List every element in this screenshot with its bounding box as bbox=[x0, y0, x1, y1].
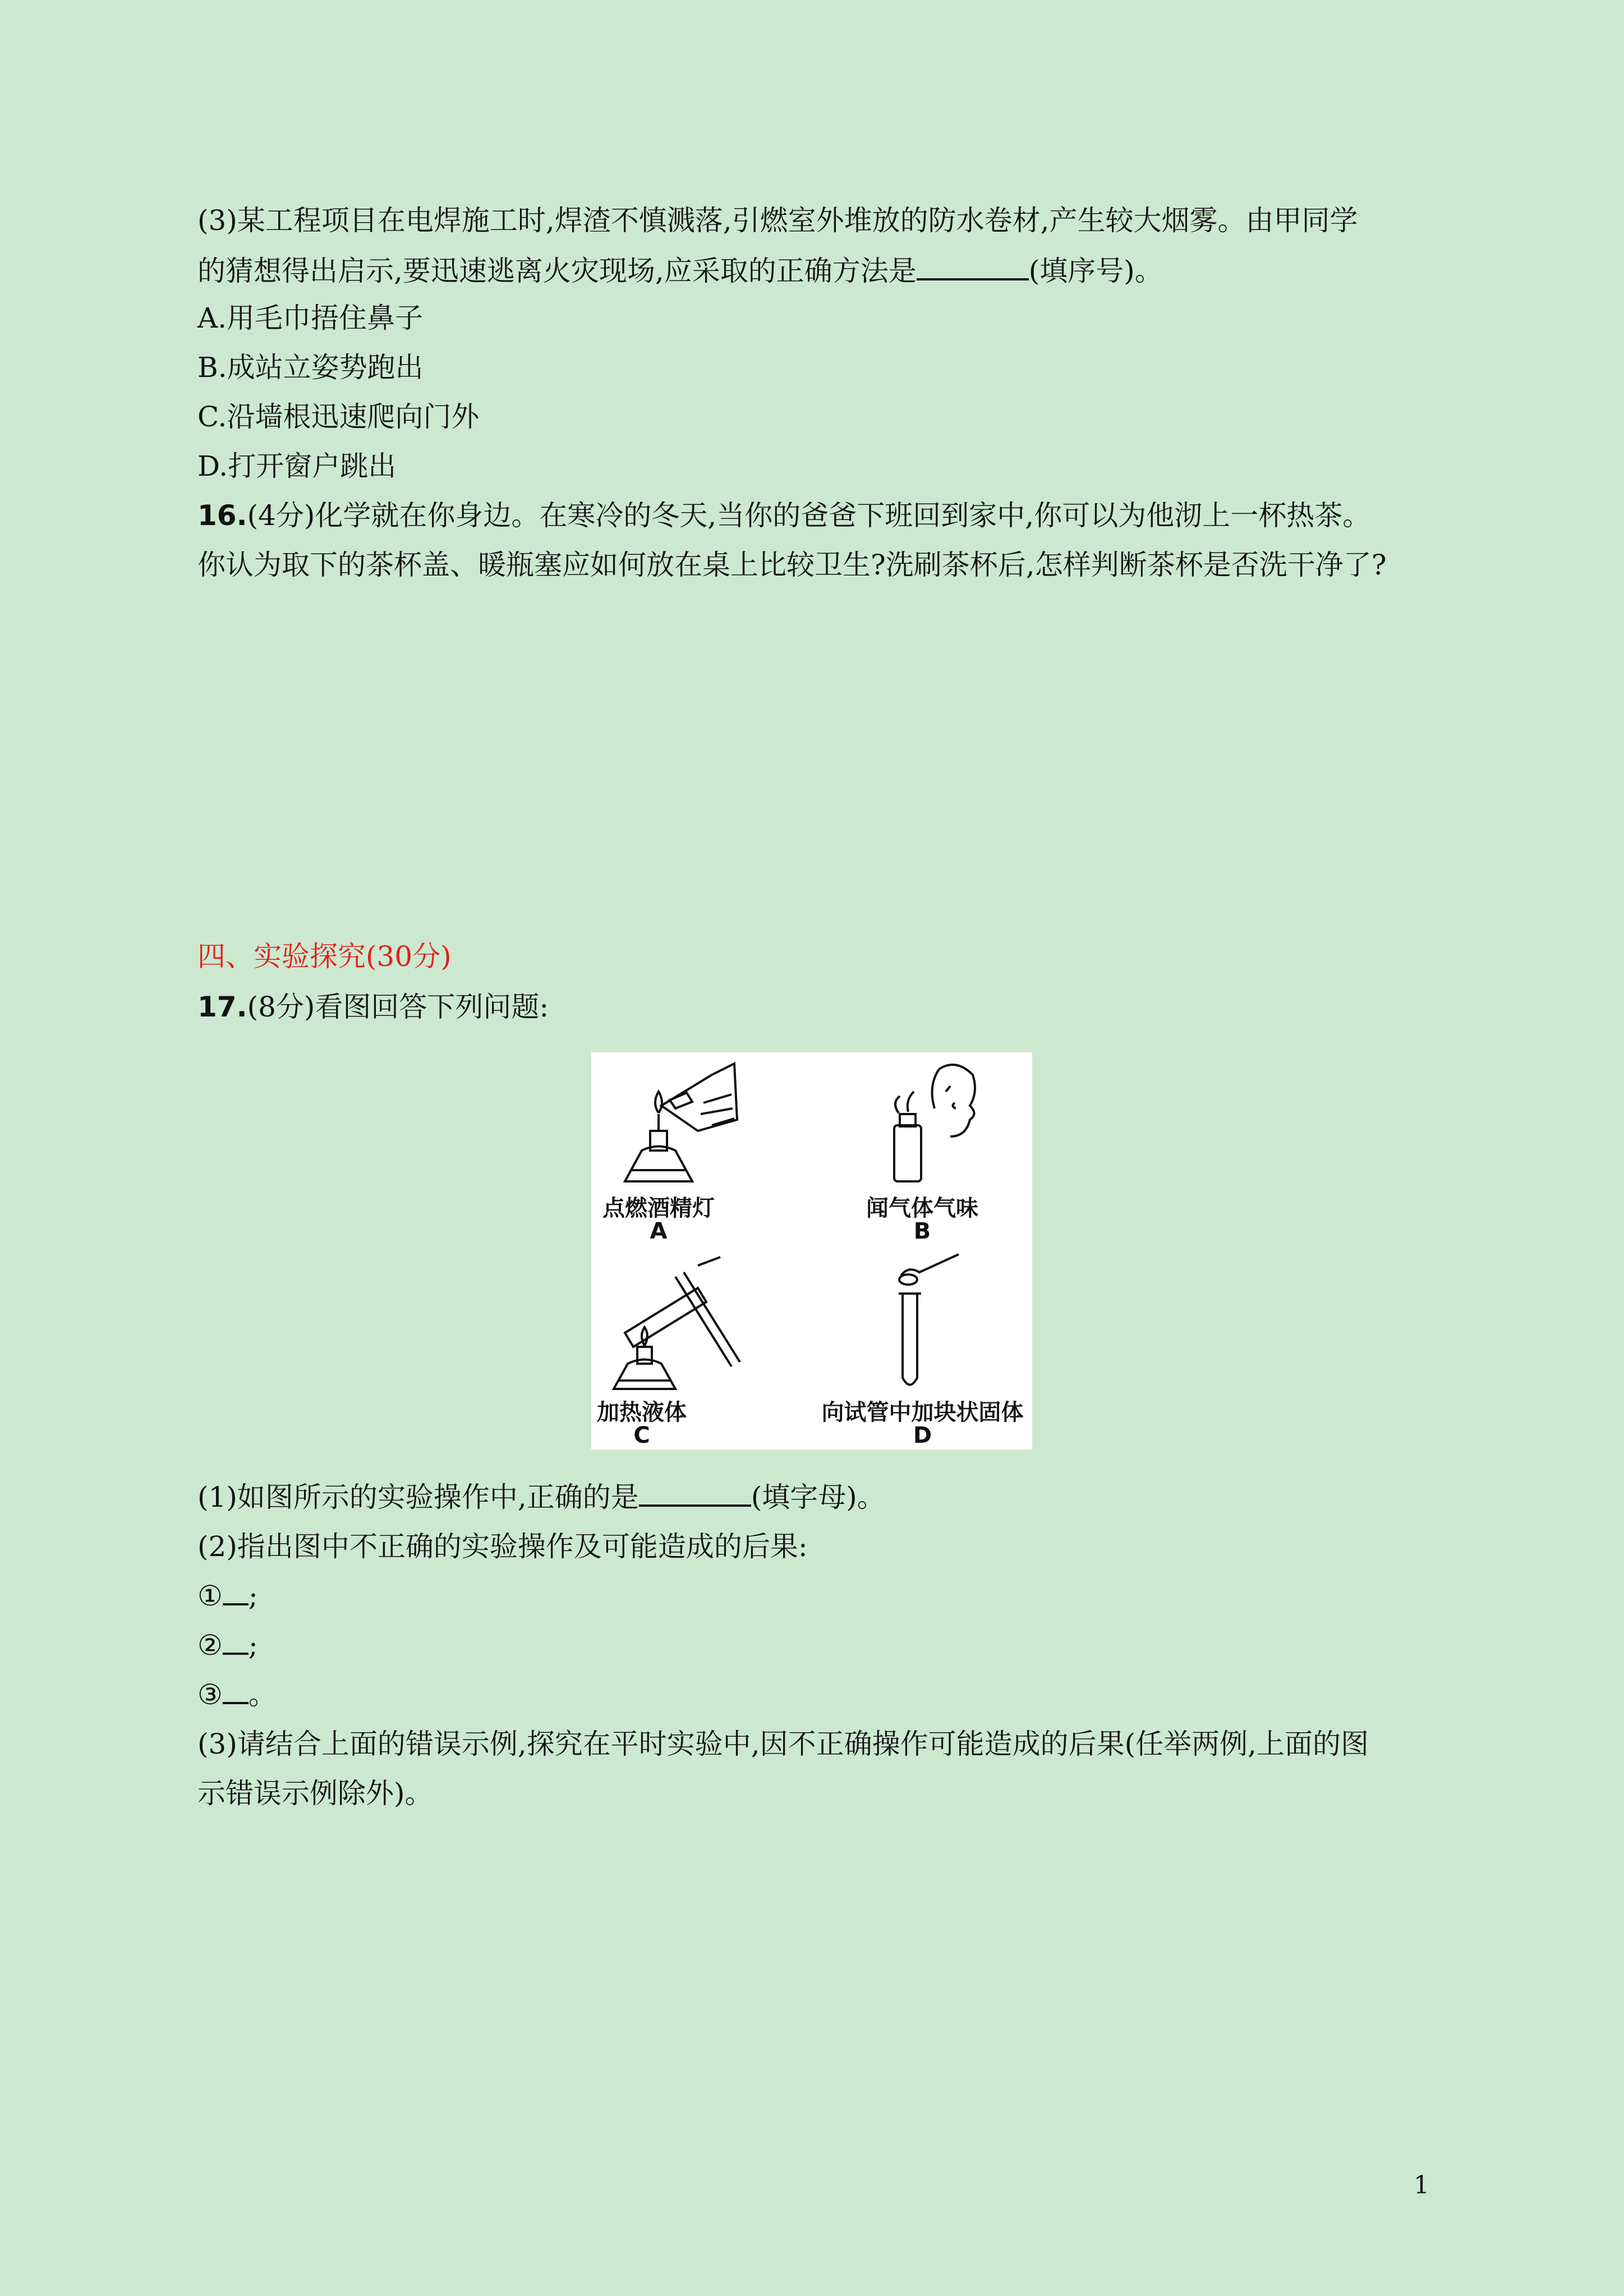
experiment-figure bbox=[591, 1052, 1032, 1450]
q17-intro: (8分)看图回答下列问题: bbox=[247, 991, 549, 1023]
q16-number: 16. bbox=[197, 499, 247, 532]
option-a: A.用毛巾捂住鼻子 bbox=[197, 302, 424, 334]
item-end: ; bbox=[248, 1580, 258, 1612]
q15-part3-line2-text: 的猜想得出启示,要迅速逃离火灾现场,应采取的正确方法是 bbox=[197, 255, 917, 287]
item-end: 。 bbox=[248, 1678, 277, 1711]
item-marker: ① bbox=[197, 1580, 223, 1612]
heating-drawing-c bbox=[614, 1257, 740, 1389]
option-c: C.沿墙根迅速爬向门外 bbox=[197, 401, 480, 433]
option-d: D.打开窗户跳出 bbox=[197, 450, 397, 482]
caption-c: 加热液体 bbox=[597, 1400, 687, 1425]
caption-a: 点燃酒精灯 bbox=[602, 1195, 715, 1221]
letter-c: C bbox=[633, 1423, 650, 1448]
letter-a: A bbox=[650, 1218, 668, 1244]
letter-d: D bbox=[913, 1423, 932, 1448]
q15-part3-line1: (3)某工程项目在电焊施工时,焊渣不慎溅落,引燃室外堆放的防水卷材,产生较大烟雾。由甲同学 bbox=[197, 204, 1358, 237]
caption-b: 闻气体气味 bbox=[866, 1195, 978, 1221]
smelling-drawing-b bbox=[894, 1065, 975, 1181]
q17-item-3 bbox=[197, 1675, 277, 1714]
figure-drawings bbox=[591, 1052, 1032, 1450]
alcohol-lamp-drawing-a bbox=[625, 1064, 737, 1181]
answer-blank[interactable] bbox=[917, 256, 1029, 280]
q15-part3-line2-suffix: (填序号)。 bbox=[1028, 255, 1163, 287]
answer-blank[interactable] bbox=[223, 1680, 249, 1704]
q17-number: 17. bbox=[197, 991, 247, 1023]
item-end: ; bbox=[248, 1629, 258, 1662]
q17-part1-suffix: (填字母)。 bbox=[751, 1481, 885, 1513]
q16-line1 bbox=[197, 496, 1370, 535]
letter-b: B bbox=[913, 1218, 931, 1244]
q16-line2: 你认为取下的茶杯盖、暖瓶塞应如何放在桌上比较卫生?洗刷茶杯后,怎样判断茶杯是否洗干净了? bbox=[197, 549, 1387, 581]
item-marker: ② bbox=[197, 1629, 223, 1662]
section-title: 四、实验探究(30分) bbox=[197, 940, 452, 973]
q17-part3-line2: 示错误示例除外)。 bbox=[197, 1777, 433, 1810]
test-tube-drawing-d bbox=[899, 1254, 959, 1385]
q17-intro-line bbox=[197, 987, 549, 1027]
q15-part3-line2 bbox=[197, 251, 1163, 291]
page-number: 1 bbox=[1414, 2171, 1429, 2200]
q17-part1 bbox=[197, 1478, 885, 1517]
q16-line1-text: (4分)化学就在你身边。在寒冷的冬天,当你的爸爸下班回到家中,你可以为他沏上一杯热茶。 bbox=[247, 499, 1371, 532]
q17-part3-line1: (3)请结合上面的错误示例,探究在平时实验中,因不正确操作可能造成的后果(任举两例,上面的图 bbox=[197, 1728, 1369, 1760]
caption-d: 向试管中加块状固体 bbox=[821, 1400, 1024, 1425]
option-b: B.成站立姿势跑出 bbox=[197, 351, 424, 384]
answer-blank[interactable] bbox=[223, 1581, 249, 1605]
q17-part2: (2)指出图中不正确的实验操作及可能造成的后果: bbox=[197, 1530, 808, 1563]
answer-blank[interactable] bbox=[223, 1630, 249, 1655]
q17-part1-text: (1)如图所示的实验操作中,正确的是 bbox=[197, 1481, 639, 1513]
answer-blank[interactable] bbox=[639, 1482, 751, 1507]
q17-item-2 bbox=[197, 1626, 258, 1665]
q17-item-1 bbox=[197, 1576, 258, 1616]
item-marker: ③ bbox=[197, 1678, 223, 1711]
